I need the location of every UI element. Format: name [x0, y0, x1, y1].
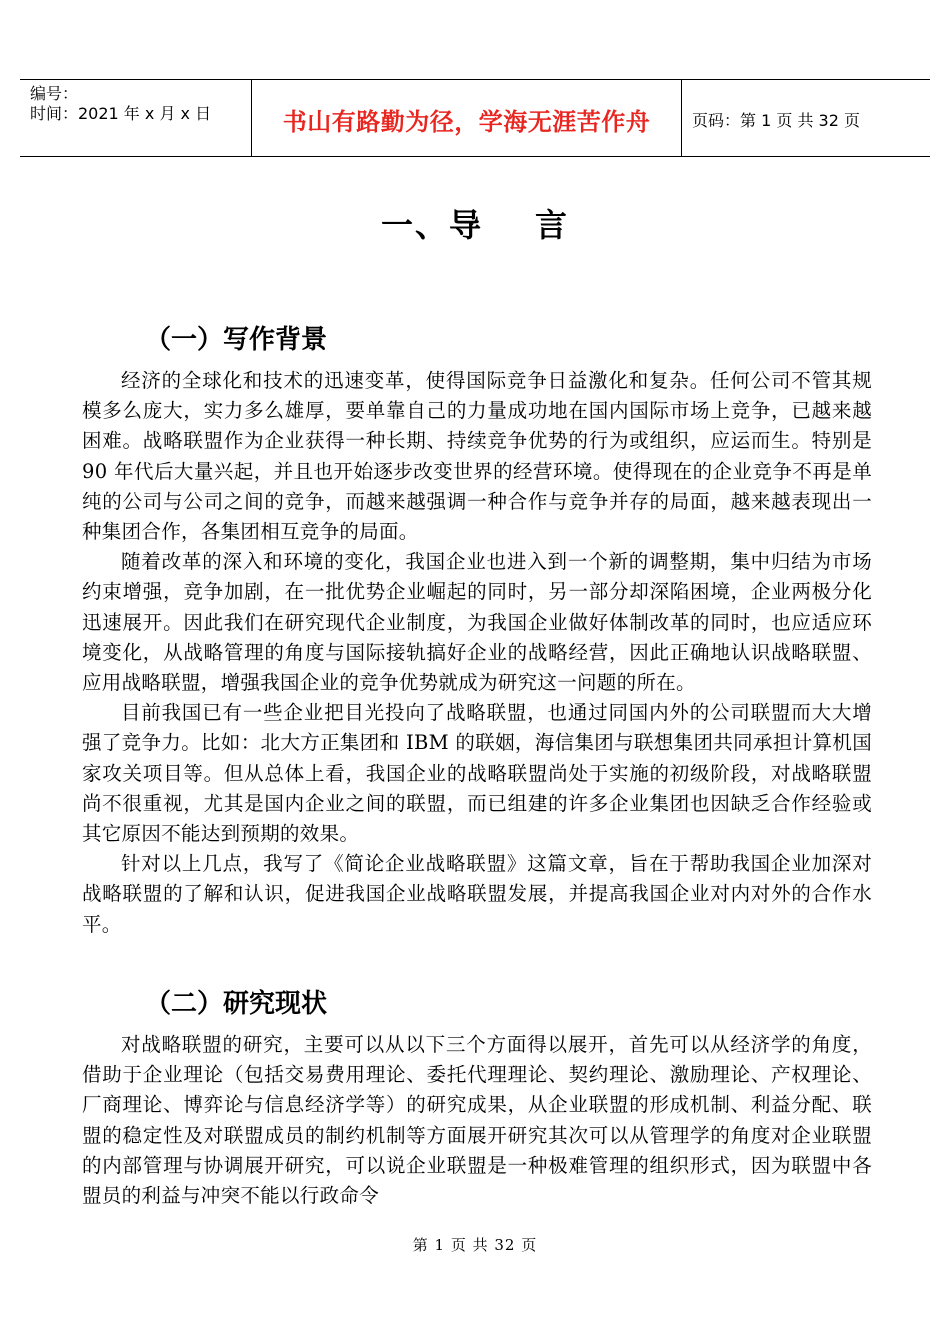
header-meta-cell: [20, 80, 252, 156]
paragraph: 针对以上几点，我写了《简论企业战略联盟》这篇文章，旨在于帮助我国企业加深对战略联盟的了解和认识，促进我国企业战略联盟发展，并提高我国企业对内对外的合作水平。: [82, 852, 872, 936]
paragraph: 对战略联盟的研究，主要可以从以下三个方面得以展开，首先可以从经济学的角度，借助于企业理论（包括交易费用理论、委托代理理论、契约理论、激励理论、产权理论、厂商理论、博弈论与信息经济学等）的研究成果，从企业联盟的形成机制、利益分配、联盟的稳定性及对联盟成员的制约机制等方面展开研究其次可以从管理学的角度对企业联盟的内部管理与协调展开研究，可以说企业联盟是一种极难管理的组织形式，因为联盟中各盟员的利益与冲突不能以行政命令: [82, 1033, 872, 1208]
section-body-background: [82, 366, 872, 940]
section-heading-background: （一）写作背景: [145, 325, 328, 355]
header-page-info: 页码：第 1 页 共 32 页: [692, 111, 860, 130]
document-number-label: 编号：: [30, 84, 79, 103]
document-time-label: 时间：2021 年 x 月 x 日: [30, 104, 212, 123]
paragraph: 经济的全球化和技术的迅速变革，使得国际竞争日益激化和复杂。任何公司不管其规模多么庞大，实力多么雄厚，要单靠自己的力量成功地在国内国际市场上竞争，已越来越困难。战略联盟作为企业获得一种长期、持续竞争优势的行为或组织，应运而生。特别是 90 年代后大量兴起，并且也开始逐步改变世界的经营环境。使得现在的企业竞争不再是单纯的公司与公司之间的竞争，而越来越强调一种合作与竞争并存的局面，越来越表现出一种集团合作，各集团相互竞争的局面。: [82, 369, 872, 544]
paragraph: 随着改革的深入和环境的变化，我国企业也进入到一个新的调整期，集中归结为市场约束增强，竞争加剧，在一批优势企业崛起的同时，另一部分却深陷困境，企业两极分化迅速展开。因此我们在研究现代企业制度，为我国企业做好体制改革的同时，也应适应环境变化，从战略管理的角度与国际接轨搞好企业的战略经营，因此正确地认识战略联盟、应用战略联盟，增强我国企业的竞争优势就成为研究这一问题的所在。: [82, 550, 872, 695]
section-body-status: [82, 1030, 872, 1211]
section-heading-status: （二）研究现状: [145, 989, 328, 1019]
page-header: [20, 79, 930, 157]
header-motto-cell: [252, 80, 682, 156]
header-motto: 书山有路勤为径，学海无涯苦作舟: [282, 108, 651, 136]
paragraph: 目前我国已有一些企业把目光投向了战略联盟，也通过同国内外的公司联盟而大大增强了竞争力。比如：北大方正集团和 IBM 的联姻，海信集团与联想集团共同承担计算机国家攻关项目等。但从总体上看，我国企业的战略联盟尚处于实施的初级阶段，对战略联盟尚不很重视，尤其是国内企业之间的联盟，而已组建的许多企业集团也因缺乏合作经验或其它原因不能达到预期的效果。: [82, 701, 872, 846]
title-part-2: 言: [535, 206, 570, 244]
title-part-1: 一、导: [380, 206, 483, 244]
header-page-cell: [682, 80, 930, 156]
page-footer: 第 1 页 共 32 页: [412, 1236, 538, 1254]
document-title: [0, 200, 950, 246]
